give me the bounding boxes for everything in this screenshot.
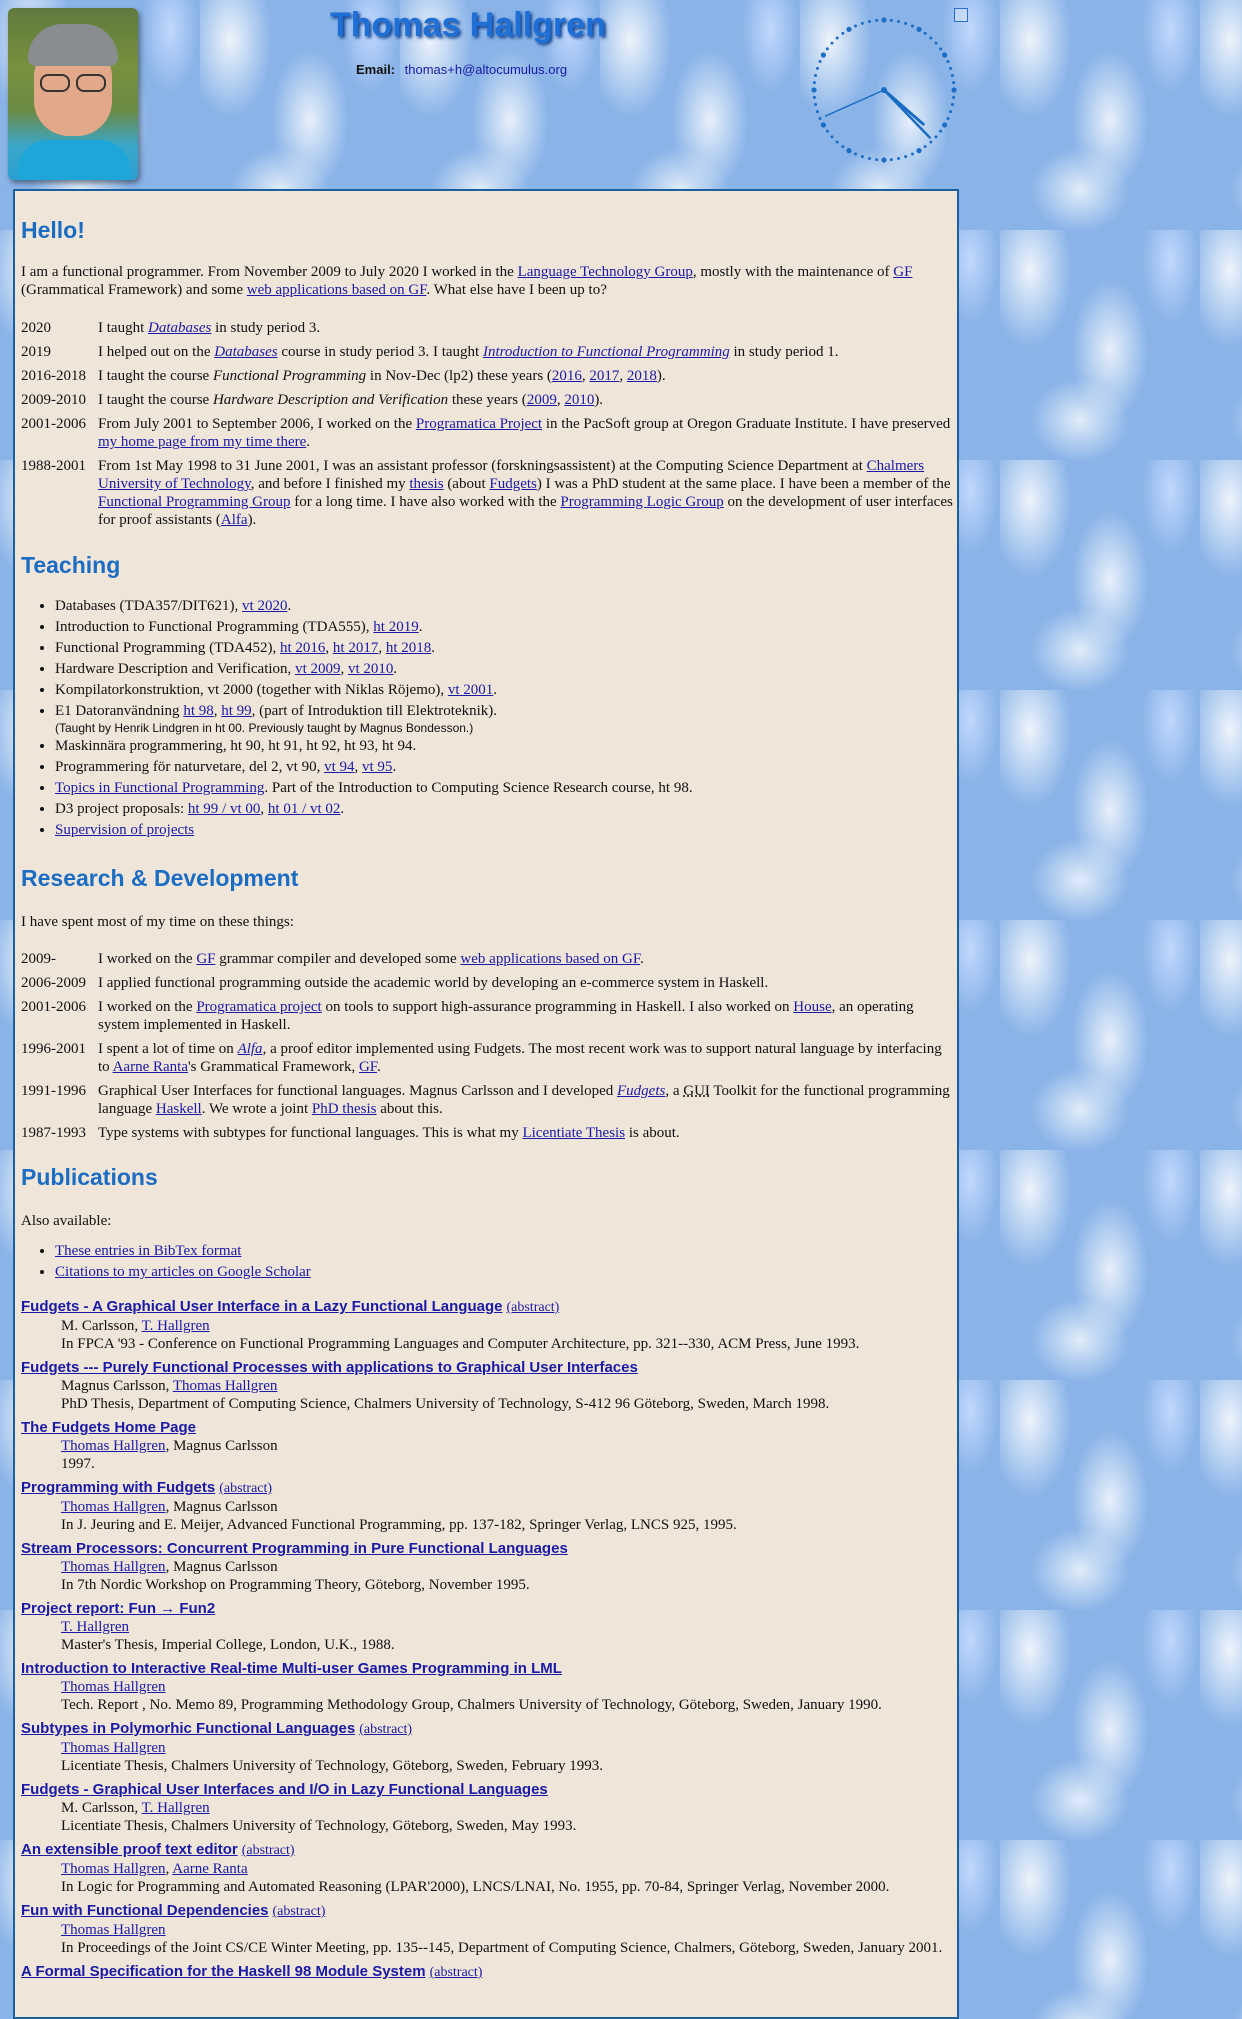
timeline-row: 1988-2001 From 1st May 1998 to 31 June 2001, I was an assistant professor (forskningsassistent) at the Computing Science Department at Chalmers University of Technology, and before I finished my thesis (about Fudgets) I was a PhD student at the same place. I have been a member of the Functional Programming Group for a long time. I have also worked with the Programming Logic Group on the development of user interfaces for proof assistants (Alfa). <box>21 457 953 535</box>
teaching-note: (Taught by Henrik Lindgren in ht 00. Previously taught by Magnus Bondesson.) <box>55 721 474 735</box>
alfa-link[interactable]: Alfa <box>237 1041 263 1057</box>
fp-group-link[interactable]: Functional Programming Group <box>98 494 291 510</box>
publication-entry <box>21 1841 955 1896</box>
clock-center <box>881 87 887 93</box>
clock-tick <box>881 157 886 162</box>
publication-authors: Thomas Hallgren, Aarne Ranta <box>61 1861 248 1877</box>
timeline-year: 2016-2018 <box>21 368 86 384</box>
timeline-year: 1988-2001 <box>21 458 86 474</box>
publication-authors <box>61 1618 955 1636</box>
course-link[interactable]: vt 95 <box>362 759 393 775</box>
hdv-2010-link[interactable]: 2010 <box>564 392 595 408</box>
publication-title-link[interactable]: Fudgets - Graphical User Interfaces and I/O in Lazy Functional Languages <box>21 1781 548 1798</box>
research-year: 1991-1996 <box>21 1083 86 1099</box>
teaching-list <box>21 596 693 841</box>
clock-tick <box>881 17 886 22</box>
also-list <box>21 1241 311 1283</box>
author-link[interactable]: T. Hallgren <box>141 1318 210 1334</box>
clock-tick <box>846 148 851 153</box>
clock-tick <box>868 157 871 160</box>
course-link[interactable]: ht 2018 <box>385 640 432 656</box>
author-link[interactable]: Thomas Hallgren <box>61 1861 166 1877</box>
clock-tick <box>924 145 927 148</box>
list-item: • D3 project proposals: ht 99 / vt 00, ht 01 / vt 02. <box>55 799 693 820</box>
clock-tick <box>916 148 921 153</box>
clock-tick <box>904 22 907 25</box>
web-apps-link[interactable]: web applications based on GF <box>246 282 427 298</box>
clock-tick <box>911 152 914 155</box>
research-year: 2009- <box>21 951 56 967</box>
course-link[interactable]: vt 94 <box>324 759 355 775</box>
publication-venue: Master's Thesis, Imperial College, London, U.K., 1988. <box>61 1637 395 1653</box>
scholar-link[interactable]: Citations to my articles on Google Scholar <box>55 1264 311 1280</box>
publication-venue: Tech. Report , No. Memo 89, Programming Methodology Group, Chalmers University of Technology, Göteborg, Sweden, January 1990. <box>61 1697 882 1713</box>
author-link[interactable]: T. Hallgren <box>61 1619 130 1635</box>
hello-heading: Hello! <box>21 217 85 243</box>
clock-tick <box>946 60 949 63</box>
ltg-link[interactable]: Language Technology Group <box>517 264 693 280</box>
publication-venue: Licentiate Thesis, Chalmers University of Technology, Göteborg, Sweden, February 1993. <box>61 1758 604 1774</box>
course-link[interactable]: ht 01 / vt 02 <box>267 801 341 817</box>
publication-entry <box>21 1359 955 1413</box>
research-row: 1991-1996 Graphical User Interfaces for functional languages. Magnus Carlsson and I developed Fudgets, a GUI Toolkit for the functional programming language Haskell. We wrote a joint PhD thesis about this. <box>21 1082 953 1124</box>
abstract-link[interactable]: (abstract) <box>219 1481 273 1496</box>
hdv-2009-link[interactable]: 2009 <box>526 392 557 408</box>
author-link[interactable]: Thomas Hallgren <box>61 1922 166 1938</box>
gf-link[interactable]: GF <box>893 264 913 280</box>
research-year: 1996-2001 <box>21 1041 86 1057</box>
research-year: 2001-2006 <box>21 999 86 1015</box>
publication-title-link[interactable]: Fudgets - A Graphical User Interface in a Lazy Functional Language <box>21 1298 503 1315</box>
clock-tick <box>841 32 844 35</box>
author-link[interactable]: Thomas Hallgren <box>61 1559 166 1575</box>
course-link[interactable]: ht 2016 <box>279 640 326 656</box>
author-link[interactable]: Thomas Hallgren <box>172 1378 278 1394</box>
clock-tick <box>819 117 822 120</box>
plg-link[interactable]: Programming Logic Group <box>560 494 724 510</box>
research-row: 2001-2006 I worked on the Programatica project on tools to support high-assurance programming in Haskell. I also worked on House, an operating system implemented in Haskell. <box>21 998 953 1040</box>
publication-venue: In FPCA '93 - Conference on Functional Programming Languages and Computer Architecture, pp. 321--330, ACM Press, June 1993. <box>61 1336 860 1352</box>
publication-entry <box>21 1298 955 1353</box>
publication-venue: In J. Jeuring and E. Meijer, Advanced Functional Programming, pp. 137-182, Springer Verlag, LNCS 925, 1995. <box>61 1517 737 1533</box>
timeline-row: 2001-2006 From July 2001 to September 2006, I worked on the Programatica Project in the PacSoft group at Oregon Graduate Institute. I have preserved my home page from my time there. <box>21 415 953 457</box>
house-link[interactable]: House <box>793 999 832 1015</box>
clock-tick <box>821 52 826 57</box>
clock-tick <box>846 27 851 32</box>
fudgets-link[interactable]: Fudgets <box>617 1083 666 1099</box>
clock-minute-hand <box>884 90 930 138</box>
alfa-link[interactable]: Alfa <box>220 512 248 528</box>
clock-tick <box>949 110 952 113</box>
clock-tick <box>911 25 914 28</box>
list-item: • Functional Programming (TDA452), ht 2016, ht 2017, ht 2018. <box>55 638 693 659</box>
timeline-row: 2016-2018 I taught the course Functional Programming in Nov-Dec (lp2) these years (2016, 2017, 2018). <box>21 367 953 391</box>
clock-tick <box>861 22 864 25</box>
clock-tick <box>854 152 857 155</box>
email-label: Email: <box>356 62 396 77</box>
timeline-row: 2009-2010 I taught the course Hardware Description and Verification these years (2009, 2010). <box>21 391 953 415</box>
chalmers-link[interactable]: Chalmers University of Technology <box>98 458 925 492</box>
author-link[interactable]: Thomas Hallgren <box>61 1679 166 1695</box>
list-item: • Introduction to Functional Programming (TDA555), ht 2019. <box>55 617 693 638</box>
profile-photo <box>8 8 138 180</box>
clock-tick <box>814 103 817 106</box>
research-year: 2006-2009 <box>21 975 86 991</box>
timeline-year: 2001-2006 <box>21 416 86 432</box>
haskell-link[interactable]: Haskell <box>155 1101 202 1117</box>
programatica-link[interactable]: Programatica project <box>196 999 322 1015</box>
timeline-row: 2020 I taught Databases in study period 3. <box>21 319 953 343</box>
clock-tick <box>935 42 938 45</box>
photo-shirt <box>18 140 130 180</box>
clock-tick <box>897 20 900 23</box>
clock-tick <box>946 117 949 120</box>
email-row <box>356 62 567 77</box>
clock-tick <box>939 130 942 133</box>
databases-2019-link[interactable]: Databases <box>214 344 278 360</box>
publication-venue: Licentiate Thesis, Chalmers University of Technology, Göteborg, Sweden, May 1993. <box>61 1818 577 1834</box>
fp-2017-link[interactable]: 2017 <box>589 368 620 384</box>
publication-venue: 1997. <box>61 1456 95 1472</box>
aarne-ranta-link[interactable]: Aarne Ranta <box>112 1059 188 1075</box>
licentiate-link[interactable]: Licentiate Thesis <box>522 1125 626 1141</box>
clock-tick <box>816 67 819 70</box>
thesis-link[interactable]: thesis <box>409 476 444 492</box>
clock-tick <box>949 67 952 70</box>
clock-tick <box>952 81 955 84</box>
intro-fp-link[interactable]: Introduction to Functional Programming <box>482 344 730 360</box>
clock-tick <box>951 103 954 106</box>
clock-tick <box>890 19 893 22</box>
publication-authors: M. Carlsson, T. Hallgren <box>61 1318 210 1334</box>
timeline-row: 2019 I helped out on the Databases course in study period 3. I taught Introduction to Functional Programming in study period 1. <box>21 343 953 367</box>
photo-hair <box>28 24 118 66</box>
list-item <box>55 1262 311 1283</box>
main-panel <box>13 189 959 2019</box>
timeline-year: 2009-2010 <box>21 392 86 408</box>
clock-tick <box>875 158 878 161</box>
publication-title-link[interactable]: An extensible proof text editor <box>21 1841 238 1858</box>
clock-second-hand <box>826 90 884 116</box>
clock-tick <box>841 145 844 148</box>
clock-tick <box>830 42 833 45</box>
gf-link[interactable]: GF <box>196 951 216 967</box>
clock-tick <box>942 52 947 57</box>
clock-tick <box>951 87 956 92</box>
course-link[interactable]: vt 2009 <box>295 661 341 677</box>
publication-entry <box>21 1540 955 1594</box>
publication-authors: Magnus Carlsson, Thomas Hallgren <box>61 1378 278 1394</box>
clock-tick <box>836 36 839 39</box>
author-link[interactable]: Thomas Hallgren <box>61 1438 166 1454</box>
clock-tick <box>916 27 921 32</box>
publication-entry <box>21 1720 955 1775</box>
clock-tick <box>942 122 947 127</box>
clock-tick <box>813 81 816 84</box>
publication-venue: In Logic for Programming and Automated Reasoning (LPAR'2000), LNCS/LNAI, No. 1955, pp. 70-84, Springer Verlag, November 2000. <box>61 1879 890 1895</box>
list-item: • Programmering för naturvetare, del 2, vt 90, vt 94, vt 95. <box>55 757 693 778</box>
clock-tick <box>939 47 942 50</box>
old-homepage-link[interactable]: my home page from my time there <box>98 434 307 450</box>
fp-2016-link[interactable]: 2016 <box>551 368 582 384</box>
publication-title-link[interactable]: Project report: Fun → Fun2 <box>21 1600 216 1617</box>
timeline-year: 2020 <box>21 320 51 336</box>
publication-entry <box>21 1419 955 1473</box>
abstract-link[interactable]: (abstract) <box>359 1722 413 1737</box>
publication-title-link[interactable]: Programming with Fudgets <box>21 1479 216 1496</box>
course-link[interactable]: ht 2017 <box>332 640 379 656</box>
phd-thesis-link[interactable]: PhD thesis <box>311 1101 377 1117</box>
research-row: 2006-2009 I applied functional programming outside the academic world by developing an e-commerce system in Haskell. <box>21 974 953 998</box>
research-heading: Research & Development <box>21 865 299 891</box>
analog-clock <box>810 16 958 164</box>
author-link[interactable]: Thomas Hallgren <box>61 1740 166 1756</box>
email-link[interactable]: thomas+h@altocumulus.org <box>404 62 568 77</box>
research-table <box>21 950 953 1148</box>
list-item <box>55 1241 311 1262</box>
clock-tick <box>821 122 826 127</box>
publication-entry <box>21 1902 955 1957</box>
clock-tick <box>816 110 819 113</box>
also-available: Also available: <box>21 1213 112 1229</box>
research-intro: I have spent most of my time on these things: <box>21 914 294 930</box>
fudgets-link[interactable]: Fudgets <box>489 476 537 492</box>
timeline-year: 2019 <box>21 344 51 360</box>
publication-venue: PhD Thesis, Department of Computing Science, Chalmers University of Technology, S-412 96 Göteborg, Sweden, March 1998. <box>61 1396 830 1412</box>
publication-authors <box>61 1739 955 1757</box>
list-item: • Hardware Description and Verification, vt 2009, vt 2010. <box>55 659 693 680</box>
clock-tick <box>854 25 857 28</box>
hello-intro: I am a functional programmer. From November 2009 to July 2020 I worked in the Language Technology Group, mostly with the maintenance of GF (Grammatical Framework) and some web applications based on GF. What else have I been up to? <box>21 264 913 298</box>
clock-tick <box>819 60 822 63</box>
research-row: 1996-2001 I spent a lot of time on Alfa, a proof editor implemented using Fudgets. The most recent work was to support natural language by interfacing to Aarne Ranta's Grammatical Framework, GF. <box>21 1040 953 1082</box>
publication-entry <box>21 1781 955 1835</box>
course-link[interactable]: ht 98 <box>183 703 214 719</box>
course-link[interactable]: vt 2001 <box>447 682 494 698</box>
clock-tick <box>929 141 932 144</box>
list-item: • Databases (TDA357/DIT621), vt 2020. <box>55 596 693 617</box>
publication-authors: Thomas Hallgren, Magnus Carlsson <box>61 1438 278 1454</box>
publication-authors <box>61 1921 955 1939</box>
clock-tick <box>875 19 878 22</box>
course-link[interactable]: ht 99 / vt 00 <box>187 801 261 817</box>
course-link[interactable]: ht 99 <box>221 703 252 719</box>
gf-link[interactable]: GF <box>358 1059 377 1075</box>
publication-title-link[interactable]: A Formal Specification for the Haskell 98 Module System <box>21 1963 426 1980</box>
clock-tick <box>952 96 955 99</box>
clock-tick <box>951 74 954 77</box>
research-row: 2009- I worked on the GF grammar compiler and developed some web applications based on GF. <box>21 950 953 974</box>
clock-tick <box>826 130 829 133</box>
supervision-link[interactable]: Supervision of projects <box>55 822 195 838</box>
publication-entry <box>21 1479 955 1534</box>
teaching-heading: Teaching <box>21 552 121 578</box>
clock-toggle-checkbox[interactable] <box>954 8 968 22</box>
databases-2020-link[interactable]: Databases <box>148 320 212 336</box>
publications-heading: Publications <box>21 1164 158 1190</box>
publication-list <box>21 1298 955 1988</box>
list-item <box>55 820 693 841</box>
page-title: Thomas Hallgren <box>330 6 606 44</box>
publication-authors: M. Carlsson, T. Hallgren <box>61 1800 210 1816</box>
publication-venue: In 7th Nordic Workshop on Programming Theory, Göteborg, November 1995. <box>61 1577 530 1593</box>
abstract-link[interactable]: (abstract) <box>429 1965 483 1980</box>
research-year: 1987-1993 <box>21 1125 86 1141</box>
clock-tick <box>904 155 907 158</box>
list-item: • E1 Datoranvändning ht 98, ht 99, (part of Introduktion till Elektroteknik). (Taught by Henrik Lindgren in ht 00. Previously taught by Magnus Bondesson.) <box>55 701 693 736</box>
web-apps-link[interactable]: web applications based on GF <box>460 951 641 967</box>
list-item: • Topics in Functional Programming. Part of the Introduction to Computing Science Research course, ht 98. <box>55 778 693 799</box>
list-item: • Maskinnära programmering, ht 90, ht 91, ht 92, ht 93, ht 94. <box>55 736 693 757</box>
topics-fp-link[interactable]: Topics in Functional Programming <box>55 780 265 796</box>
clock-tick <box>813 96 816 99</box>
publication-entry <box>21 1660 955 1714</box>
publication-title-link[interactable]: Fun with Functional Dependencies <box>21 1902 269 1919</box>
author-link[interactable]: Thomas Hallgren <box>61 1499 166 1515</box>
publication-title-link[interactable]: Stream Processors: Concurrent Programming in Pure Functional Languages <box>21 1540 568 1557</box>
course-link[interactable]: vt 2010 <box>347 661 394 677</box>
photo-glasses <box>40 74 106 88</box>
abstract-link[interactable]: (abstract) <box>272 1904 326 1919</box>
publication-title-link[interactable]: The Fudgets Home Page <box>21 1419 197 1436</box>
publication-authors: Thomas Hallgren, Magnus Carlsson <box>61 1499 278 1515</box>
publication-title-link[interactable]: Fudgets --- Purely Functional Processes with applications to Graphical User Interfaces <box>21 1359 638 1376</box>
clock-tick <box>929 36 932 39</box>
abstract-link[interactable]: (abstract) <box>506 1300 560 1315</box>
clock-tick <box>935 135 938 138</box>
clock-tick <box>811 87 816 92</box>
clock-tick <box>924 32 927 35</box>
clock-tick <box>814 74 817 77</box>
abstract-link[interactable]: (abstract) <box>241 1843 295 1858</box>
publication-title-link[interactable]: Introduction to Interactive Real-time Multi-user Games Programming in LML <box>21 1660 562 1677</box>
clock-tick <box>890 158 893 161</box>
clock-tick <box>836 141 839 144</box>
bibtex-link[interactable]: These entries in BibTex format <box>55 1243 242 1259</box>
publication-venue: In Proceedings of the Joint CS/CE Winter Meeting, pp. 135--145, Department of Computing Science, Chalmers, Göteborg, Sweden, January 2001. <box>61 1940 943 1956</box>
course-link[interactable]: ht 2019 <box>373 619 419 635</box>
author-link[interactable]: Aarne Ranta <box>172 1861 248 1877</box>
clock-tick <box>861 155 864 158</box>
publication-entry <box>21 1963 955 1982</box>
publication-authors <box>61 1678 955 1696</box>
clock-tick <box>868 20 871 23</box>
author-link[interactable]: T. Hallgren <box>141 1800 210 1816</box>
fp-2018-link[interactable]: 2018 <box>626 368 657 384</box>
publication-title-link[interactable]: Subtypes in Polymorhic Functional Languages <box>21 1720 356 1737</box>
research-row: 1987-1993 Type systems with subtypes for functional languages. This is what my Licentiate Thesis is about. <box>21 1124 953 1148</box>
clock-tick <box>897 157 900 160</box>
timeline-table <box>21 319 953 535</box>
course-link[interactable]: vt 2020 <box>242 598 288 614</box>
list-item: • Kompilatorkonstruktion, vt 2000 (together with Niklas Röjemo), vt 2001. <box>55 680 693 701</box>
gui-abbr: GUI <box>683 1083 710 1099</box>
publication-authors: Thomas Hallgren, Magnus Carlsson <box>61 1559 278 1575</box>
programatica-link[interactable]: Programatica Project <box>415 416 543 432</box>
clock-tick <box>830 135 833 138</box>
clock-tick <box>826 47 829 50</box>
publication-entry <box>21 1600 955 1654</box>
